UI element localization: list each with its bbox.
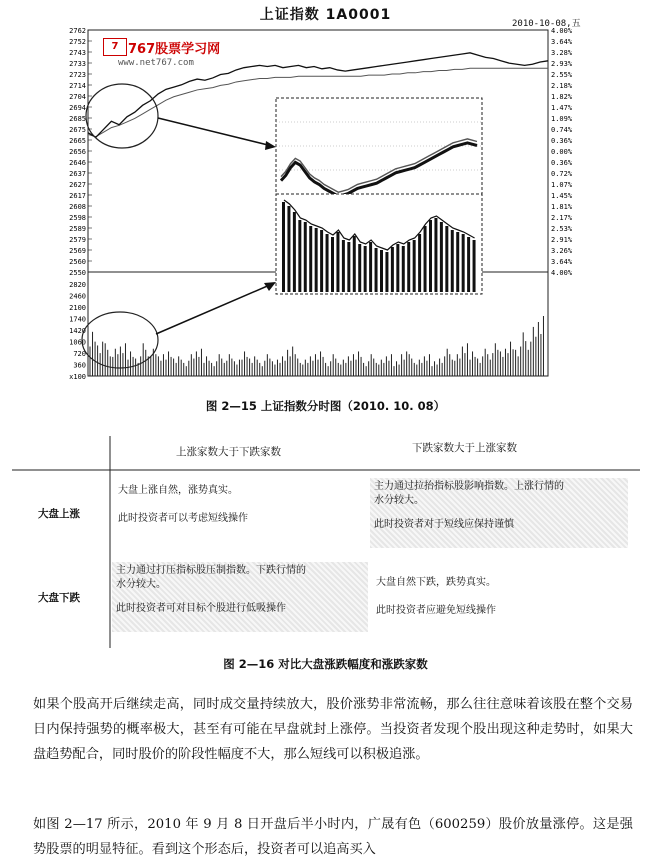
table-col1-header: 上涨家数大于下跌家数 bbox=[176, 446, 281, 458]
volume-tick-label: 1420 bbox=[69, 327, 86, 335]
inset-volume-bar bbox=[353, 236, 356, 292]
inset-volume-bar bbox=[402, 246, 405, 292]
price-tick-label: 2685 bbox=[69, 115, 86, 123]
price-tick-label: 2550 bbox=[69, 269, 86, 277]
percent-tick-label: 2.91% bbox=[551, 236, 573, 244]
price-tick-label: 2665 bbox=[69, 137, 86, 145]
r2c1-line2: 水分较大。 bbox=[116, 579, 166, 590]
price-tick-label: 2733 bbox=[69, 60, 86, 68]
r1c2-line1: 主力通过拉抬指标股影响指数。上涨行情的 bbox=[374, 481, 564, 492]
r2c1-line1: 主力通过打压指标股压制指数。下跌行情的 bbox=[116, 565, 306, 576]
percent-tick-label: 0.74% bbox=[551, 126, 573, 134]
chart-title: 上证指数 1A0001 bbox=[259, 7, 392, 23]
chart-date: 2010-10-08,五 bbox=[512, 19, 581, 29]
percent-tick-label: 4.00% bbox=[551, 27, 573, 35]
r1c1-line1: 大盘上涨自然，涨势真实。 bbox=[118, 485, 238, 496]
r2c1-shaded-cell bbox=[112, 562, 368, 632]
inset-volume-bar bbox=[369, 242, 372, 292]
table-col2-header: 下跌家数大于上涨家数 bbox=[412, 442, 517, 454]
inset-volume-bar bbox=[375, 248, 378, 292]
r1c2-line2: 水分较大。 bbox=[374, 495, 424, 506]
percent-tick-label: 3.64% bbox=[551, 38, 573, 46]
inset-volume-bar bbox=[298, 220, 301, 292]
price-tick-label: 2743 bbox=[69, 49, 86, 57]
volume-tick-label: x100 bbox=[69, 373, 86, 381]
price-tick-label: 2579 bbox=[69, 236, 86, 244]
inset-volume-bar bbox=[331, 237, 334, 292]
inset-volume-bar bbox=[429, 220, 432, 292]
percent-tick-label: 2.53% bbox=[551, 225, 573, 233]
volume-tick-label: 1060 bbox=[69, 338, 86, 347]
r1c2-shaded-cell bbox=[370, 478, 628, 548]
price-tick-label: 2694 bbox=[69, 104, 86, 112]
gridlines bbox=[88, 30, 92, 272]
price-tick-label: 2704 bbox=[69, 93, 86, 101]
price-tick-label: 2627 bbox=[69, 181, 86, 189]
percent-tick-label: 3.28% bbox=[551, 49, 573, 57]
percent-tick-label: 4.00% bbox=[551, 269, 573, 277]
price-tick-label: 2656 bbox=[69, 148, 86, 156]
arrowhead-price bbox=[265, 141, 276, 150]
percent-tick-label: 1.45% bbox=[551, 192, 573, 200]
price-tick-label: 2762 bbox=[69, 27, 86, 35]
price-tick-label: 2560 bbox=[69, 258, 86, 266]
percent-tick-label: 0.00% bbox=[551, 148, 573, 156]
percent-tick-label: 2.93% bbox=[551, 60, 573, 68]
figure-caption-2-16: 图 2—16 对比大盘涨跌幅度和涨跌家数 bbox=[223, 657, 428, 671]
volume-tick-label: 720 bbox=[73, 350, 86, 358]
inset-volume-bar bbox=[342, 240, 345, 292]
percent-tick-label: 2.55% bbox=[551, 71, 573, 79]
price-tick-label: 2617 bbox=[69, 192, 86, 200]
volume-tick-label: 2820 bbox=[69, 281, 86, 289]
highlight-circle-price bbox=[86, 84, 158, 148]
volume-tick-label: 360 bbox=[73, 361, 86, 370]
inset-volume-bar bbox=[407, 242, 410, 292]
inset-volume-bar bbox=[451, 230, 454, 292]
r2c2-line2: 此时投资者应避免短线操作 bbox=[376, 605, 496, 616]
percent-tick-label: 1.09% bbox=[551, 115, 573, 123]
inset-volume-bar bbox=[462, 234, 465, 292]
inset-volume-bar bbox=[385, 252, 388, 292]
inset-volume-bar bbox=[456, 232, 459, 292]
inset-volume-bar bbox=[364, 246, 367, 292]
percent-tick-label: 2.18% bbox=[551, 82, 573, 90]
inset-volume-bar bbox=[413, 240, 416, 292]
figure-caption-2-15: 图 2—15 上证指数分时图（2010. 10. 08） bbox=[205, 399, 446, 413]
inset-volume-bar bbox=[434, 218, 437, 292]
percent-axis-right bbox=[551, 27, 573, 277]
percent-tick-label: 1.07% bbox=[551, 181, 573, 189]
inset-volume-bar bbox=[424, 226, 427, 292]
table-row1-label: 大盘上涨 bbox=[38, 508, 80, 520]
inset-volume-bar bbox=[445, 226, 448, 292]
inset-volume-bar bbox=[293, 212, 296, 292]
volume-tick-label: 2460 bbox=[69, 292, 86, 301]
price-tick-label: 2675 bbox=[69, 126, 86, 134]
arrow-to-inset-price bbox=[158, 118, 272, 146]
percent-tick-label: 3.64% bbox=[551, 258, 573, 266]
inset-volume-bar bbox=[336, 232, 339, 292]
price-tick-label: 2752 bbox=[69, 38, 86, 46]
body-paragraph-2: 如图 2—17 所示，2010 年 9 月 8 日开盘后半小时内，广晟有色（600259）股价放量涨停。这是强势股票的明显特征。看到这个形态后，投资者可以追高买入 bbox=[33, 817, 633, 857]
percent-tick-label: 0.36% bbox=[551, 159, 573, 167]
r2c2-line1: 大盘自然下跌，跌势真实。 bbox=[376, 577, 496, 588]
percent-tick-label: 0.72% bbox=[551, 170, 573, 178]
inset-volume-bar bbox=[418, 234, 421, 292]
inset-volume-bar bbox=[380, 250, 383, 292]
inset-volume-bar bbox=[473, 240, 476, 292]
table-row2-label: 大盘下跌 bbox=[38, 592, 80, 604]
r1c2-line3: 此时投资者对于短线应保持谨慎 bbox=[374, 519, 514, 530]
inset-volume-bar bbox=[309, 226, 312, 292]
inset-volume-bar bbox=[320, 230, 323, 292]
price-tick-label: 2589 bbox=[69, 225, 86, 233]
inset-volume-bar bbox=[304, 222, 307, 292]
body-paragraph-1: 如果个股高开后继续走高，同时成交量持续放大，股价涨势非常流畅，那么往往意味着该股在整个交易日内保持强势的概率极大，甚至有可能在早盘就封上涨停。当投资者发现个股出现这种走势时，如果大盘趋势配合，同时股价的阶段性幅度不大，那么短线可以积极追涨。 bbox=[33, 697, 633, 762]
intraday-chart bbox=[0, 0, 651, 390]
percent-tick-label: 0.36% bbox=[551, 137, 573, 145]
inset-volume-bar bbox=[347, 242, 350, 292]
inset-volume-bar bbox=[326, 234, 329, 292]
inset-volume-bar bbox=[396, 244, 399, 292]
percent-tick-label: 1.82% bbox=[551, 93, 573, 101]
percent-tick-label: 2.17% bbox=[551, 214, 573, 222]
inset-volume-bar bbox=[315, 228, 318, 292]
percent-tick-label: 1.81% bbox=[551, 203, 573, 211]
volume-tick-label: 2100 bbox=[69, 304, 86, 312]
price-tick-label: 2646 bbox=[69, 159, 86, 167]
price-tick-label: 2608 bbox=[69, 203, 86, 211]
price-axis-left bbox=[69, 27, 86, 277]
r2c1-line3: 此时投资者可对目标个股进行低吸操作 bbox=[116, 603, 286, 614]
volume-tick-label: 1740 bbox=[69, 315, 86, 324]
volume-bars bbox=[90, 316, 543, 376]
arrow-to-inset-volume bbox=[156, 284, 272, 334]
watermark-url: www.net767.com bbox=[118, 58, 194, 68]
inset-volume-bar bbox=[467, 237, 470, 292]
percent-tick-label: 1.47% bbox=[551, 104, 573, 112]
price-tick-label: 2569 bbox=[69, 247, 86, 255]
r1c1-line2: 此时投资者可以考虑短线操作 bbox=[118, 513, 248, 524]
inset-volume-bar bbox=[287, 206, 290, 292]
watermark-logo-icon: 7 bbox=[103, 38, 127, 56]
price-tick-label: 2723 bbox=[69, 71, 86, 79]
inset-volume-bar bbox=[440, 222, 443, 292]
watermark-site-name: 767股票学习网 bbox=[128, 42, 221, 57]
price-tick-label: 2637 bbox=[69, 170, 86, 178]
price-tick-label: 2714 bbox=[69, 82, 86, 90]
inset-volume-bar bbox=[391, 247, 394, 292]
price-tick-label: 2598 bbox=[69, 214, 86, 222]
inset-volume-bar bbox=[282, 202, 285, 292]
percent-tick-label: 3.26% bbox=[551, 247, 573, 255]
inset-volume-bar bbox=[358, 244, 361, 292]
